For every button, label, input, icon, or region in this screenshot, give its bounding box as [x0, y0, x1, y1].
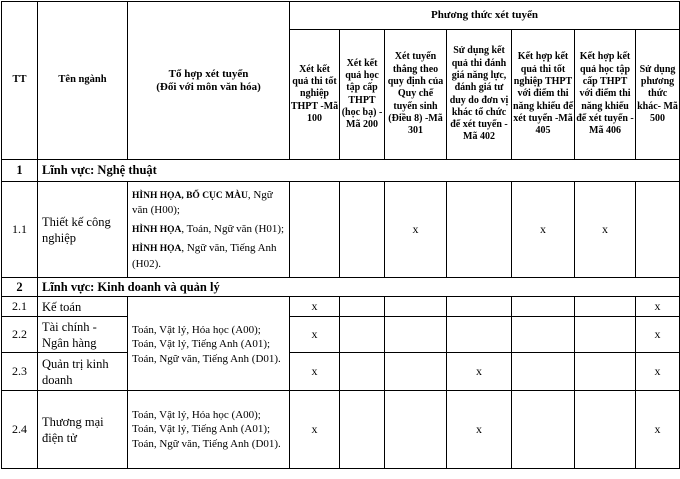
combo-line: Toán, Ngữ văn, Tiếng Anh (D01).	[132, 352, 281, 365]
combo-line: HÌNH HỌA, BỐ CỤC MÀU, Ngữ văn (H00);	[132, 188, 273, 217]
combo-header-line1: Tổ hợp xét tuyển	[168, 68, 249, 80]
mark-cell	[340, 182, 385, 278]
section-number: 1	[2, 160, 38, 182]
major-name: Tài chính - Ngân hàng	[38, 317, 128, 353]
method-301-header: Xét tuyển thẳng theo quy định của Quy chế tuyển sinh (Điều 8) -Mã 301	[385, 30, 447, 160]
section-row	[2, 160, 680, 182]
table-row	[2, 391, 680, 469]
mark-cell	[340, 391, 385, 469]
row-number: 2.3	[2, 353, 38, 391]
section-title: Lĩnh vực: Kinh doanh và quản lý	[38, 278, 680, 297]
mark-cell	[385, 353, 447, 391]
table-row	[2, 317, 680, 353]
table-row	[2, 182, 680, 278]
major-name: Kế toán	[38, 297, 128, 317]
major-name: Quản trị kinh doanh	[38, 353, 128, 391]
col-major-header: Tên ngành	[38, 2, 128, 160]
mark-cell	[385, 317, 447, 353]
combo-line: Toán, Vật lý, Tiếng Anh (A01);	[132, 423, 271, 436]
mark-cell	[340, 317, 385, 353]
mark-cell	[447, 182, 512, 278]
mark-cell	[447, 297, 512, 317]
combo-line: Toán, Vật lý, Tiếng Anh (A01);	[132, 338, 271, 351]
mark-cell: x	[447, 391, 512, 469]
mark-cell	[575, 297, 636, 317]
mark-cell	[447, 317, 512, 353]
mark-cell	[512, 297, 575, 317]
mark-cell	[385, 391, 447, 469]
mark-cell	[575, 353, 636, 391]
combo-cell	[128, 182, 290, 278]
mark-cell	[340, 353, 385, 391]
admission-table	[1, 1, 680, 469]
section-row	[2, 278, 680, 297]
mark-cell	[575, 317, 636, 353]
method-406-header: Kết hợp kết quả học tập cấp THPT với điểm thi năng khiếu để xét tuyển -Mã 406	[575, 30, 636, 160]
mark-cell: x	[636, 353, 680, 391]
method-402-header: Sử dụng kết quả thi đánh giá năng lực, đánh giá tư duy do đơn vị khác tổ chức để xét tuyển -Mã 402	[447, 30, 512, 160]
section-title: Lĩnh vực: Nghệ thuật	[38, 160, 680, 182]
mark-cell	[385, 297, 447, 317]
mark-cell: x	[385, 182, 447, 278]
major-name: Thương mại điện tử	[38, 391, 128, 469]
combo-line: Toán, Vật lý, Hóa học (A00);	[132, 408, 261, 421]
mark-cell: x	[290, 297, 340, 317]
combo-line: HÌNH HỌA, Ngữ văn, Tiếng Anh (H02).	[132, 242, 277, 270]
mark-cell: x	[636, 317, 680, 353]
row-number: 2.4	[2, 391, 38, 469]
row-number: 2.1	[2, 297, 38, 317]
mark-cell	[340, 297, 385, 317]
mark-cell: x	[290, 317, 340, 353]
method-405-header: Kết hợp kết quả thi tốt nghiệp THPT với điểm thi năng khiếu để xét tuyển -Mã 405	[512, 30, 575, 160]
mark-cell: x	[636, 391, 680, 469]
methods-title: Phương thức xét tuyển	[290, 2, 680, 30]
row-number: 1.1	[2, 182, 38, 278]
section-number: 2	[2, 278, 38, 297]
combo-line: HÌNH HỌA, Toán, Ngữ văn (H01);	[132, 222, 285, 235]
table-row	[2, 297, 680, 317]
mark-cell: x	[447, 353, 512, 391]
combo-cell	[128, 391, 290, 469]
mark-cell: x	[290, 353, 340, 391]
method-500-header: Sử dụng phương thức khác- Mã 500	[636, 30, 680, 160]
col-combo-header	[128, 2, 290, 160]
mark-cell: x	[575, 182, 636, 278]
mark-cell	[512, 317, 575, 353]
method-100-header: Xét kết quả thi tốt nghiệp THPT -Mã 100	[290, 30, 340, 160]
mark-cell: x	[636, 297, 680, 317]
mark-cell	[512, 353, 575, 391]
mark-cell	[636, 182, 680, 278]
mark-cell	[575, 391, 636, 469]
method-200-header: Xét kết quả học tập cấp THPT (học bạ) -Mã 200	[340, 30, 385, 160]
mark-cell	[512, 391, 575, 469]
combo-line: Toán, Ngữ văn, Tiếng Anh (D01).	[132, 437, 281, 450]
mark-cell: x	[290, 391, 340, 469]
table-row	[2, 353, 680, 391]
combo-header-line2: (Đối với môn văn hóa)	[156, 80, 261, 93]
row-number: 2.2	[2, 317, 38, 353]
mark-cell: x	[512, 182, 575, 278]
mark-cell	[290, 182, 340, 278]
major-name: Thiết kế công nghiệp	[38, 182, 128, 278]
col-tt-header: TT	[2, 2, 38, 160]
combo-cell	[128, 297, 290, 391]
combo-line: Toán, Vật lý, Hóa học (A00);	[132, 323, 261, 336]
